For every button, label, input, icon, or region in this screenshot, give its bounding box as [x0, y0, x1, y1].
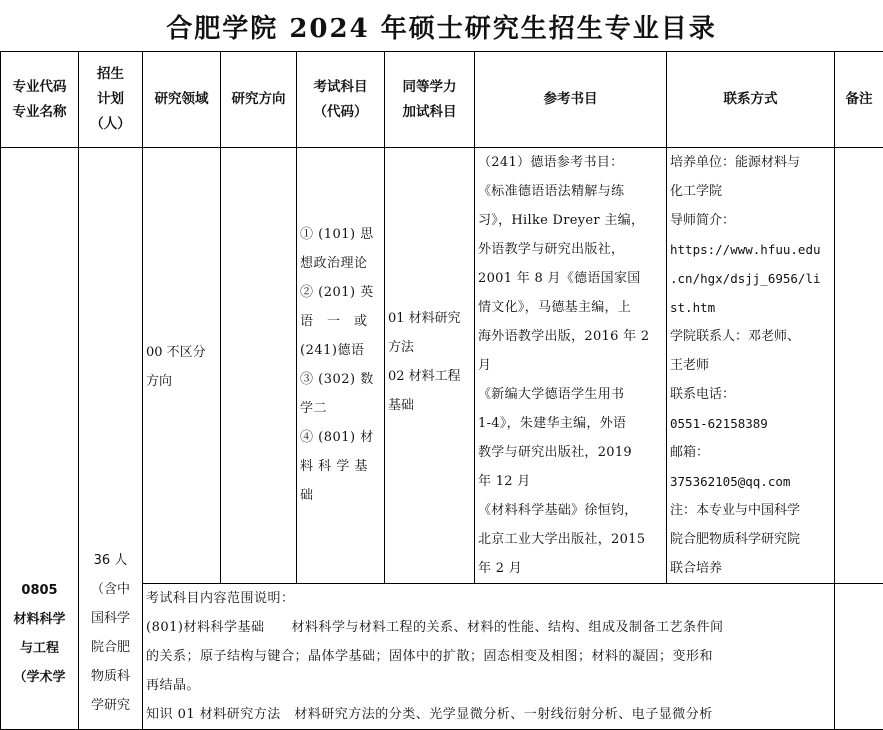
scope-cell: 考试科目内容范围说明： (801)材料科学基础 材料科学与材料工程的关系、材料的性能、结构、组成及制备工艺条件间 的关系；原子结构与键合；晶体学基础；固体中的扩散；固态相变及相图；材料的凝固；变形和 再结晶。 知识 01 材料研究方法 材料研究方法的分类、光学显微分析、一射线衍射分析、电子显微分析 [143, 584, 835, 730]
contact-cell: 培养单位：能源材料与 化工学院 导师简介： https://www.hfuu.edu .cn/hgx/dsjj_6956/li st.htm 学院联系人：邓老师、 王老师 联系电话： 0551-62158389 邮箱： 375362105@qq.com 注：本专业与中国科学 院合肥物质科学研究院 联合培养 [667, 148, 835, 584]
header-note: 备注 [835, 52, 883, 148]
direction-cell [221, 148, 297, 584]
note-cell [835, 148, 883, 584]
plan-count: 36 人 [82, 546, 139, 575]
header-field: 研究领域 [143, 52, 221, 148]
header-books: 参考书目 [475, 52, 667, 148]
major-code: 0805 [4, 576, 75, 605]
scope-heading: 考试科目内容范围说明： [146, 584, 831, 613]
header-extra: 同等学力 加试科目 [385, 52, 475, 148]
note-cell [835, 584, 883, 730]
major-name: 材料科学 [4, 605, 75, 634]
header-direction: 研究方向 [221, 52, 297, 148]
header-major: 专业代码 专业名称 [1, 52, 79, 148]
email-link[interactable]: 375362105@qq.com [670, 467, 831, 496]
header-plan: 招生 计划 （人） [79, 52, 143, 148]
books-cell: （241）德语参考书目： 《标准德语语法精解与练 习》，Hilke Dreyer 主编， 外语教学与研究出版社， 2001 年 8 月《德语国家国 情文化》，马德基主编，上 海外语教学出版，2016 年 2 月 《新编大学德语学生用书 1-4》，朱建华主编，外语 教学与研究出版社，2019 年 12 月 《材料科学基础》徐恒钧， 北京工业大学出版社，2015 年 2 月 [475, 148, 667, 584]
major-cell: 0805 材料科学 与工程 （学术学 [1, 148, 79, 730]
plan-cell: 36 人 （含中 国科学 院合肥 物质科 学研究 [79, 148, 143, 730]
field-cell: 00 不区分 方向 [143, 148, 221, 584]
header-row [1, 52, 883, 148]
catalog-table [0, 51, 883, 730]
table-row [1, 148, 883, 584]
exam-cell: ① (101) 思 想政治理论 ② (201) 英 语 一 或 (241)德语 ③ (302) 数 学二 ④ (801) 材 料 科 学 基 础 [297, 148, 385, 584]
page-title: 合肥学院 2024 年硕士研究生招生专业目录 [0, 8, 883, 45]
extra-cell: 01 材料研究 方法 02 材料工程 基础 [385, 148, 475, 584]
header-exam: 考试科目 （代码） [297, 52, 385, 148]
tutor-link[interactable]: https://www.hfuu.edu [670, 235, 831, 264]
header-contact: 联系方式 [667, 52, 835, 148]
phone-number: 0551-62158389 [670, 409, 831, 438]
